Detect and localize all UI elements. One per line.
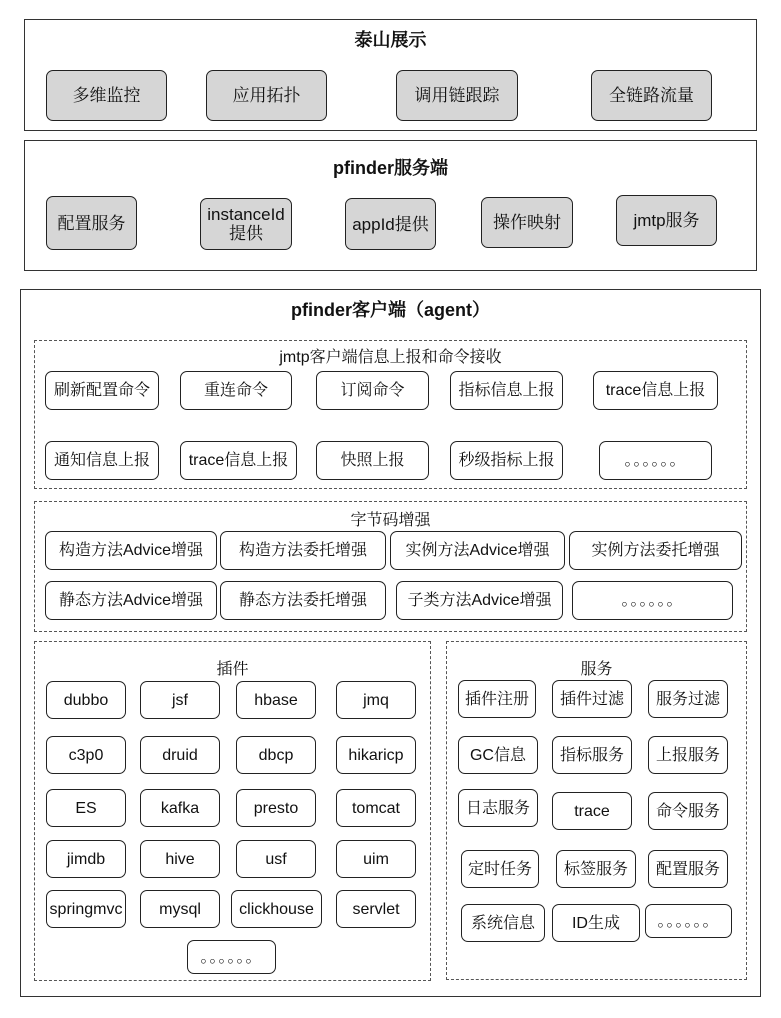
jmtp-item-trace-report: trace信息上报	[593, 371, 718, 410]
taishan-title: 泰山展示	[354, 30, 427, 50]
plugin-item-hive: hive	[140, 840, 220, 878]
plugin-item-mysql: mysql	[140, 890, 220, 928]
bytecode-item-static-delegate: 静态方法委托增强	[220, 581, 386, 620]
bytecode-item-ctor-delegate: 构造方法委托增强	[220, 531, 386, 570]
plugin-item-servlet: servlet	[336, 890, 416, 928]
jmtp-item-more: 。。。。。。	[599, 441, 712, 480]
jmtp-item-trace-report-2: trace信息上报	[180, 441, 297, 480]
plugin-item-uim: uim	[336, 840, 416, 878]
jmtp-item-reconnect-cmd: 重连命令	[180, 371, 292, 410]
jmtp-item-subscribe-cmd: 订阅命令	[316, 371, 429, 410]
plugin-item-kafka: kafka	[140, 789, 220, 827]
plugin-item-dbcp: dbcp	[236, 736, 316, 774]
server-item-jmtp-service: jmtp服务	[616, 195, 717, 246]
bytecode-item-instance-advice: 实例方法Advice增强	[390, 531, 565, 570]
plugin-item-es: ES	[46, 789, 126, 827]
jmtp-item-snapshot-report: 快照上报	[316, 441, 429, 480]
plugins-section-title: 插件	[216, 661, 249, 678]
service-item-scheduled-task: 定时任务	[461, 850, 539, 888]
services-section-title: 服务	[580, 661, 613, 678]
plugin-item-jmq: jmq	[336, 681, 416, 719]
service-item-trace: trace	[552, 792, 632, 830]
service-item-plugin-register: 插件注册	[458, 680, 536, 718]
bytecode-item-instance-delegate: 实例方法委托增强	[569, 531, 742, 570]
plugin-item-hbase: hbase	[236, 681, 316, 719]
plugin-item-usf: usf	[236, 840, 316, 878]
service-item-service-filter: 服务过滤	[648, 680, 728, 718]
service-item-gc-info: GC信息	[458, 736, 538, 774]
plugin-item-jimdb: jimdb	[46, 840, 126, 878]
service-item-report-service: 上报服务	[648, 736, 728, 774]
service-item-command-service: 命令服务	[648, 792, 728, 830]
plugin-item-druid: druid	[140, 736, 220, 774]
server-title: pfinder服务端	[333, 158, 448, 178]
server-item-op-mapping: 操作映射	[481, 197, 573, 248]
taishan-item-call-chain-trace: 调用链跟踪	[396, 70, 518, 121]
taishan-item-app-topology: 应用拓扑	[206, 70, 327, 121]
taishan-item-multidim-monitor: 多维监控	[46, 70, 167, 121]
bytecode-item-subclass-advice: 子类方法Advice增强	[396, 581, 563, 620]
service-item-more: 。。。。。。	[645, 904, 732, 938]
plugin-item-c3p0: c3p0	[46, 736, 126, 774]
server-item-instanceid-provide: instanceId 提供	[200, 198, 292, 250]
jmtp-item-refresh-config-cmd: 刷新配置命令	[45, 371, 159, 410]
service-item-system-info: 系统信息	[461, 904, 545, 942]
server-item-appid-provide: appId提供	[345, 198, 436, 250]
plugin-item-jsf: jsf	[140, 681, 220, 719]
bytecode-item-static-advice: 静态方法Advice增强	[45, 581, 217, 620]
service-item-config-service: 配置服务	[648, 850, 728, 888]
plugin-item-tomcat: tomcat	[336, 789, 416, 827]
service-item-plugin-filter: 插件过滤	[552, 680, 632, 718]
taishan-item-full-link-traffic: 全链路流量	[591, 70, 712, 121]
jmtp-item-metric-report: 指标信息上报	[450, 371, 563, 410]
plugin-item-hikaricp: hikaricp	[336, 736, 416, 774]
client-title: pfinder客户端（agent）	[290, 300, 490, 320]
plugin-item-more: 。。。。。。	[187, 940, 276, 974]
jmtp-item-notify-report: 通知信息上报	[45, 441, 159, 480]
service-item-metric-service: 指标服务	[552, 736, 632, 774]
bytecode-item-ctor-advice: 构造方法Advice增强	[45, 531, 217, 570]
service-item-log-service: 日志服务	[458, 789, 538, 827]
plugin-item-springmvc: springmvc	[46, 890, 126, 928]
plugin-item-clickhouse: clickhouse	[231, 890, 322, 928]
server-item-config-service: 配置服务	[46, 196, 137, 250]
jmtp-section-title: jmtp客户端信息上报和命令接收	[279, 349, 502, 366]
plugin-item-dubbo: dubbo	[46, 681, 126, 719]
service-item-id-generate: ID生成	[552, 904, 640, 942]
bytecode-item-more: 。。。。。。	[572, 581, 733, 620]
bytecode-section-title: 字节码增强	[350, 512, 431, 529]
jmtp-item-second-metric-report: 秒级指标上报	[450, 441, 563, 480]
plugin-item-presto: presto	[236, 789, 316, 827]
service-item-tag-service: 标签服务	[556, 850, 636, 888]
